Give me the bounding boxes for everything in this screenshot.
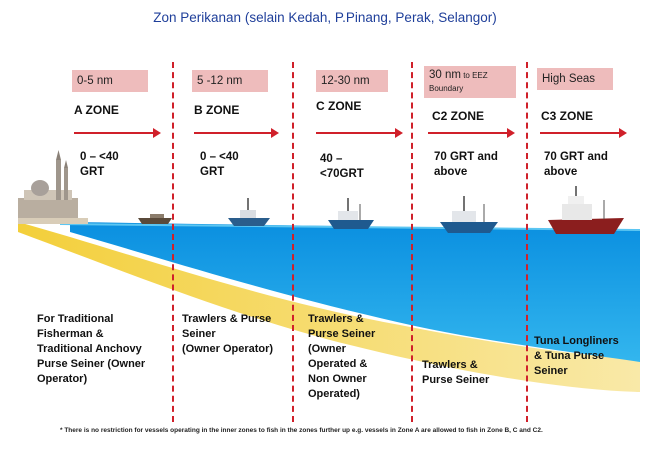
zone-a-grt: 0 – <40 GRT (80, 151, 119, 178)
zone-b-arrow (194, 132, 272, 134)
zone-c-description: Trawlers & Purse Seiner (Owner Operated & Non Owner Operated) (308, 313, 376, 400)
zone-c-range: 12-30 nm (316, 70, 388, 92)
zone-b-description: Trawlers & Purse Seiner (Owner Operator) (182, 313, 274, 355)
zone-c-name: C ZONE (316, 99, 362, 113)
zone-c2-arrow (428, 132, 508, 134)
zone-c3-range: High Seas (537, 68, 613, 90)
boat-icon-c3 (548, 186, 624, 234)
mosque-icon (18, 150, 88, 224)
zone-divider-3 (411, 62, 413, 422)
zone-c3-arrow (540, 132, 620, 134)
zone-c2-grt: 70 GRT and above (434, 151, 498, 178)
zone-divider-4 (526, 62, 528, 422)
zone-a-range: 0-5 nm (72, 70, 148, 92)
zone-b-range: 5 -12 nm (192, 70, 268, 92)
zone-c2-name: C2 ZONE (432, 109, 485, 123)
zone-a-arrow (74, 132, 154, 134)
zone-b-grt: 0 – <40 GRT (200, 151, 239, 178)
zone-c-grt: 40 – <70GRT (320, 153, 364, 180)
zone-c-arrow (316, 132, 396, 134)
boat-icon-c (328, 198, 374, 229)
zone-c3-name: C3 ZONE (541, 109, 594, 123)
zone-a-name: A ZONE (74, 103, 119, 117)
boat-icon-c2 (440, 196, 498, 233)
diagram-title: Zon Perikanan (selain Kedah, P.Pinang, Perak, Selangor) (153, 10, 497, 25)
boat-icon-a (138, 214, 172, 224)
footnote: * There is no restriction for vessels operating in the inner zones to fish in the zones further up e.g. vessels in Zone A are allowed to fish in Zone B, C and C2. (60, 427, 543, 434)
zone-c3-grt: 70 GRT and above (544, 151, 608, 178)
zone-divider-2 (292, 62, 294, 422)
zone-c3-description: Tuna Longliners & Tuna Purse Seiner (534, 335, 619, 377)
zone-b-name: B ZONE (194, 103, 240, 117)
zone-a-description: For Traditional Fisherman & Traditional Anchovy Purse Seiner (Owner Operator) (37, 313, 146, 385)
zone-c2-range: 30 nm to EEZ Boundary (424, 66, 516, 98)
zone-c2-description: Trawlers & Purse Seiner (422, 359, 490, 386)
zone-divider-1 (172, 62, 174, 422)
boat-icon-b (228, 198, 270, 226)
